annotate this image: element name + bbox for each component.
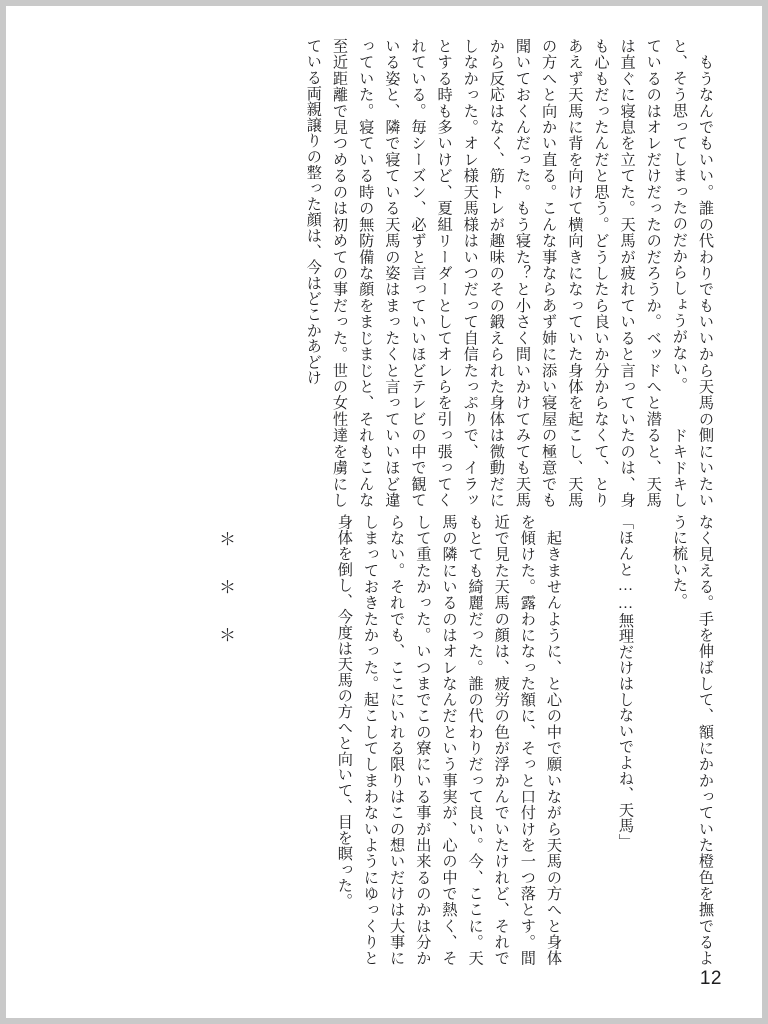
lower-narration-block: 起きませんように、と心の中で願いながら天馬の方へと身体を傾けた。露わになった額に、そっと口付けを一つ落とす。間近で見た天馬の顔は、疲労の色が浮かんでいたけれど、それでもとても綺麗だった。誰の代わりだって良い。今、ここに。天馬の隣にいるのはオレなんだという事実が、心の中で熱く、そして重たかった。いつまでこの寮にいる事が出来るのかは分からない。それでも、ここにいれる限りはこの想いだけは大事にしまっておきたかった。起こしてしまわないようにゆっくりと身体を倒し、今度は天馬の方へと向いて、目を瞑った。 — [335, 514, 562, 966]
page-sheet — [6, 6, 762, 1018]
dialogue-line: 「ほんと……無理だけはしないでよね、天馬」 — [617, 514, 634, 850]
right-lower-narration-block: なく見える。手を伸ばして、額にかかっていた橙色を撫でるように梳いた。 — [670, 514, 714, 966]
page-number: 12 — [699, 968, 722, 989]
top-narration-block: もうなんでもいい。誰の代わりでもいいから天馬の側にいたいと、そう思ってしまったのだからしょうがない。 ドキドキしているのはオレだけだったのだろうか。ベッドへと潜ると、天馬は直ぐに寝息を立てた。天馬が疲れていると言っていたのは、身も心もだったんだと思う。どうしたら良いか分からなくて、とりあえず天馬に背を向けて横向きになっていた身体を起こし、天馬の方へと向かい直る。こんな事ならあず姉に添い寝屋の極意でも聞いておくんだった。もう寝た？と小さく問いかけてみても天馬から反応はなく、筋トレが趣味のその鍛えられた身体は微動だにしなかった。オレ様天馬様はいつだって自信たっぷりで、イラッとする時も多いけど、夏組リーダーとしてオレらを引っ張ってくれている。毎シーズン、必ずと言っていいほどテレビの中で観ている姿と、隣で寝ている天馬の姿はまったくと言っていいほど違っていた。寝ている時の無防備な顔をまじまじと、それもこんな至近距離で見つめるのは初めての事だった。世の女性達を虜にしている両親譲りの整った顔は、今はどこかあどけ — [304, 38, 714, 508]
scene-break-marker: ＊ ＊ ＊ — [216, 530, 235, 649]
